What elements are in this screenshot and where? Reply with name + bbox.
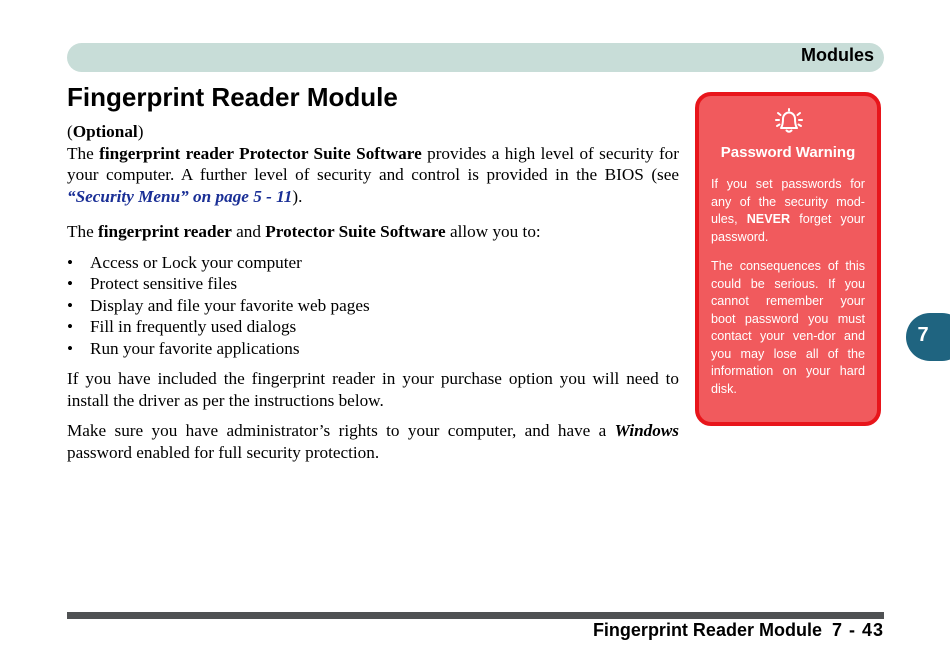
list-item: • Display and file your favorite web pages [67,295,679,317]
intro-paragraph [67,121,679,207]
list-item: • Fill in frequently used dialogs [67,316,679,338]
warning-paragraph-1 [711,176,865,246]
admin-text-c: password enabled for full security protection. [67,442,380,462]
never-emphasis: NEVER [746,212,791,226]
list-item: • Protect sensitive files [67,273,679,295]
feature-list [67,252,679,360]
windows-word: Windows [614,421,679,440]
header-bar [67,43,884,72]
page-number: 7 - 43 [831,620,884,640]
warning-paragraph-2: The consequences of this could be serious. If you cannot remember your boot password you must contact your ven-dor and you may lose all of the information on your hard disk. [711,259,865,396]
admin-text-a: Make sure you have administrator’s rights to your computer, and have a [67,421,615,440]
paren-open: ( [67,122,73,141]
allow-paragraph [67,221,679,243]
security-menu-link[interactable]: “Security Menu” on page 5 - 11 [67,186,293,206]
footer [593,620,884,641]
warning-title: Password Warning [720,144,856,161]
list-item: • Access or Lock your computer [67,252,679,274]
chapter-tab [906,313,950,361]
password-warning-box [695,92,881,426]
body-content [67,121,679,463]
allow-fingerprint-reader: fingerprint reader [98,222,232,241]
footer-title: Fingerprint Reader Module [592,620,822,640]
install-paragraph: If you have included the fingerprint reader in your purchase option you will need to install the driver as per the instructions below. [67,369,679,410]
intro-text-a: The [67,143,100,163]
warning-text-c: forget your password. [711,212,865,244]
section-title: Modules [800,45,874,65]
paren-close: ) [137,122,144,141]
footer-rule [67,612,884,619]
page-title: Fingerprint Reader Module [67,82,398,112]
optional-label: Optional [72,122,138,141]
allow-text-e: allow you to: [445,222,541,241]
intro-text-c: provides a high level of security for your computer. A further level of security and control is provided in the BIOS (see [67,143,679,184]
list-item: • Run your favorite applications [67,338,679,360]
admin-paragraph [67,420,679,463]
warning-text-a: If you set passwords for any of the security mod-ules, [711,177,865,226]
allow-text-a: The [67,222,99,241]
product-name: fingerprint reader Protector Suite Software [99,143,422,163]
warning-text [711,176,865,398]
allow-software-name: Protector Suite Software [265,222,446,241]
intro-text-d: ). [292,186,303,206]
chapter-number: 7 [917,324,929,346]
allow-text-c: and [231,222,266,241]
alarm-bell-icon [773,108,805,134]
